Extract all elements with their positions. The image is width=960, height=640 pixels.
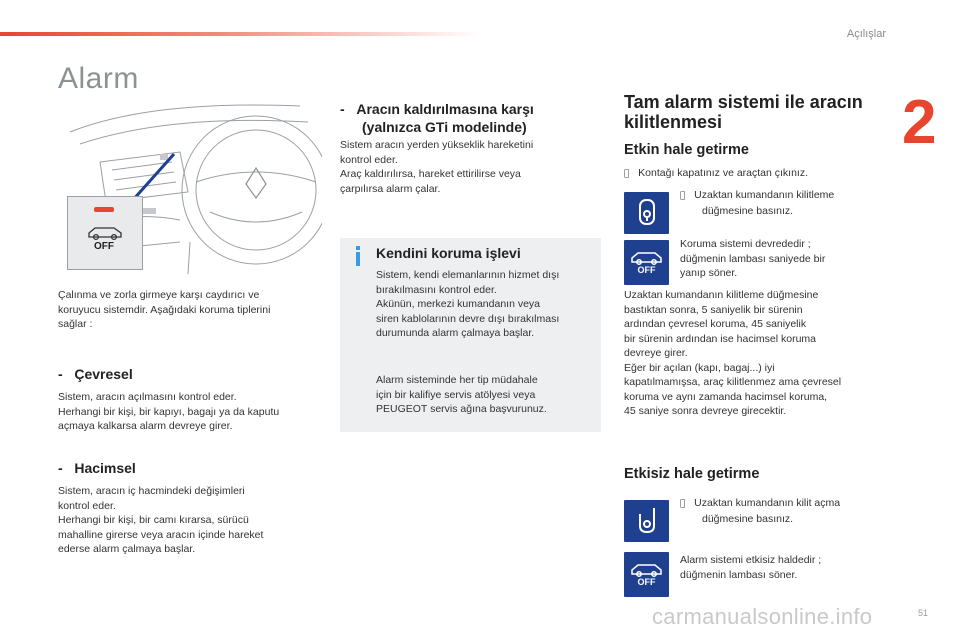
page-title: Alarm [58,62,139,95]
info-text-1: Sistem, kendi elemanlarının hizmet dışı bırakılmasını kontrol eder. Akünün, merkezi kumandanın veya siren kablolarının devre dışı bırakılması durumunda alarm çalmaya başlar. [376,269,560,339]
button-off-label: OFF [94,241,114,252]
watermark: carmanualsonline.info [652,604,873,629]
lock-icon [624,192,669,234]
unlock-icon [624,500,669,542]
alarm-button-callout [67,196,143,270]
chapter-number: 2 [902,88,937,157]
activate-heading: Etkin hale getirme [624,142,749,158]
deactivate-heading: Etkisiz hale getirme [624,466,760,482]
activate-step-2: Uzaktan kumandanın kilitleme düğmesine basınız. [680,188,834,218]
activate-note: Koruma sistemi devrededir ; düğmenin lambası saniyede bir yanıp söner. [680,238,826,279]
intro-text: Çalınma ve zorla girmeye karşı caydırıcı ve koruyucu sistemdir. Aşağıdaki koruma tiplerini sağlar : [58,289,271,330]
activate-step-1: Kontağı kapatınız ve araçtan çıkınız. [624,166,808,182]
info-heading: Kendini koruma işlevi [376,245,521,261]
locking-heading: Tam alarm sistemi ile aracın kilitlenmesi [624,92,863,132]
volumetric-text: Sistem, aracın iç hacmindeki değişimleri kontrol eder. Herhangi bir kişi, bir camı kırarsa, sürücü mahalline girerse veya aracın içinde hareket ederse alarm çalmaya başlar. [58,485,264,555]
perimeter-heading: - Çevresel [58,366,133,382]
page-number: 51 [918,608,929,618]
arrow-bullet-icon [624,169,629,179]
alarm-led-icon [94,207,114,212]
info-text-2: Alarm sisteminde her tip müdahale için bir kalifiye servis atölyesi veya PEUGEOT servis ağına başvurunuz. [376,374,547,415]
deactivate-note: Alarm sistemi etkisiz haldedir ; düğmenin lambası söner. [680,554,822,581]
header-accent-bar [0,32,480,36]
tilt-text: Sistem aracın yerden yükseklik hareketini kontrol eder. Araç kaldırılırsa, hareket ettirilirse veya çarpılırsa alarm çalar. [340,139,534,195]
arrow-bullet-icon [680,191,685,201]
tilt-heading: - Aracın kaldırılmasına karşı (yalnızca GTi modelinde) [340,101,534,135]
arrow-bullet-icon [680,499,685,509]
volumetric-heading: - Hacimsel [58,460,136,476]
alarm-off-icon: OFF [624,552,669,597]
perimeter-text: Sistem, aracın açılmasını kontrol eder. Herhangi bir kişi, bir kapıyı, bagajı ya da kaputu açmaya kalkarsa alarm devreye girer. [58,391,280,432]
alarm-off-icon: OFF [624,240,669,285]
info-icon [352,246,364,266]
activate-detail: Uzaktan kumandanın kilitleme düğmesine bastıktan sonra, 5 saniyelik bir sürenin ardından çevresel koruma, 45 saniyelik bir sürenin ardından ise hacimsel koruma devreye girer. Eğer bir açılan (kapı, bagaj...) iyi kapatılmamışsa, araç kilitlenmez ama çevresel koruma ve aynı zamanda hacimsel koruma, 45 saniye sonra devreye girecektir. [624,289,842,417]
deactivate-step-1: Uzaktan kumandanın kilit açma düğmesine basınız. [680,496,840,526]
section-label: Açılışlar [846,28,886,40]
